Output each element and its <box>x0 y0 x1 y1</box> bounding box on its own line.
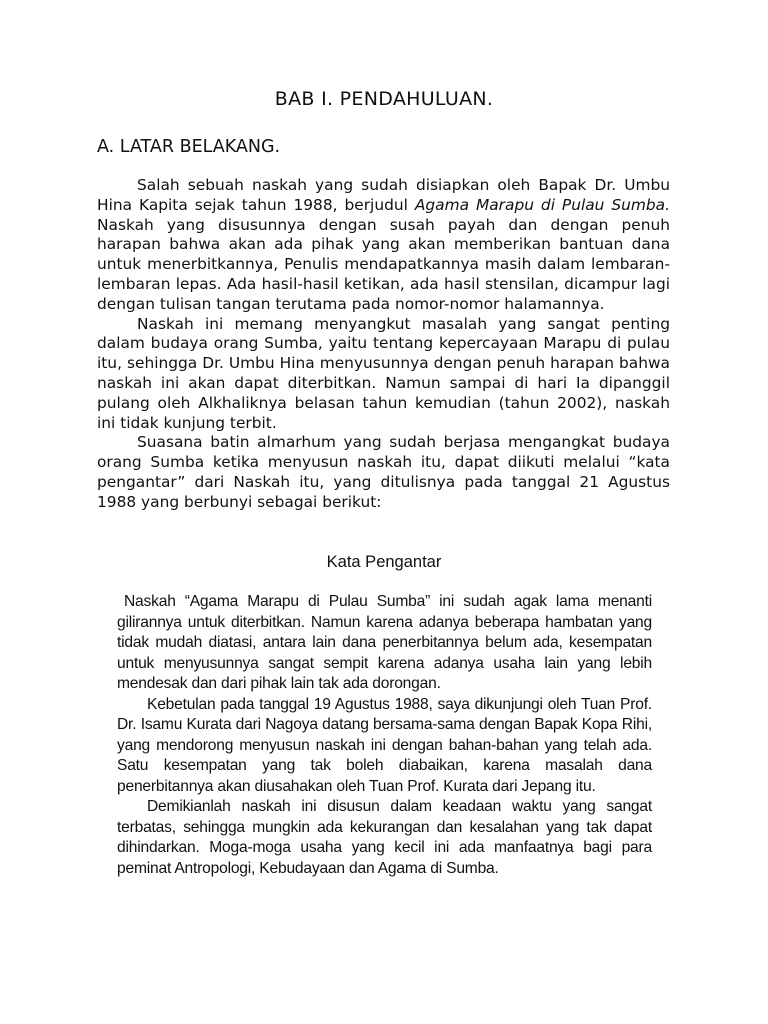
kata-pengantar-text <box>117 592 652 879</box>
quote-paragraph-3: Demikianlah naskah ini disusun dalam keadaan waktu yang sangat terbatas, sehingga mungkin ada kekurangan dan kesalahan yang tak dapat dihindarkan. Moga-moga usaha yang kecil ini ada manfaatnya bagi para peminat Antropologi, Kebudayaan dan Agama di Sumba. <box>117 798 652 877</box>
paragraph-1-text-a: Salah sebuah naskah yang sudah disiapkan oleh Bapak Dr. Umbu Hina Kapita sejak tahun 1988, berjudul <box>97 176 670 214</box>
section-title: A. LATAR BELAKANG. <box>97 137 281 157</box>
quote-paragraph-1: Naskah “Agama Marapu di Pulau Sumba” ini sudah agak lama menanti gilirannya untuk diterbitkan. Namun karena adanya beberapa hambatan yang tidak mudah diatasi, antara lain dana penerbitannya belum ada, kesempatan untuk menyusunnya sangat sempit karena adanya usaha lain yang lebih mendesak dan dari pihak lain tak ada dorongan. <box>117 593 652 692</box>
kata-pengantar-title: Kata Pengantar <box>326 553 442 571</box>
body-text <box>97 176 670 513</box>
chapter-title: BAB I. PENDAHULUAN. <box>274 88 494 110</box>
paragraph-1-text-b: Naskah yang disusunnya dengan susah payah dan dengan penuh harapan bahwa akan ada pihak yang akan memberikan bantuan dana untuk menerbitkannya, Penulis mendapatkannya masih dalam lembaran-lembaran lepas. Ada hasil-hasil ketikan, ada hasil stensilan, dicampur lagi dengan tulisan tangan terutama pada nomor-nomor halamannya. <box>97 215 670 313</box>
paragraph-1 <box>97 176 670 315</box>
book-title-italic: Agama Marapu di Pulau Sumba. <box>414 195 670 214</box>
paragraph-2: Naskah ini memang menyangkut masalah yang sangat penting dalam budaya orang Sumba, yaitu tentang kepercayaan Marapu di pulau itu, sehingga Dr. Umbu Hina menyusunnya dengan penuh harapan bahwa naskah ini akan dapat diterbitkan. Namun sampai di hari Ia dipanggil pulang oleh Alkhaliknya belasan tahun kemudian (tahun 2002), naskah ini tidak kunjung terbit. <box>97 314 670 432</box>
paragraph-3: Suasana batin almarhum yang sudah berjasa mengangkat budaya orang Sumba ketika menyusun naskah itu, dapat diikuti melalui “kata pengantar” dari Naskah itu, yang ditulisnya pada tanggal 21 Agustus 1988 yang berbunyi sebagai berikut: <box>97 433 670 511</box>
quote-paragraph-2: Kebetulan pada tanggal 19 Agustus 1988, saya dikunjungi oleh Tuan Prof. Dr. Isamu Kurata dari Nagoya datang bersama-sama dengan Bapak Kopa Rihi, yang mendorong menyusun naskah ini dengan bahan-bahan yang telah ada. Satu kesempatan yang tak boleh diabaikan, karena masalah dana penerbitannya akan diusahakan oleh Tuan Prof. Kurata dari Jepang itu. <box>117 695 652 795</box>
